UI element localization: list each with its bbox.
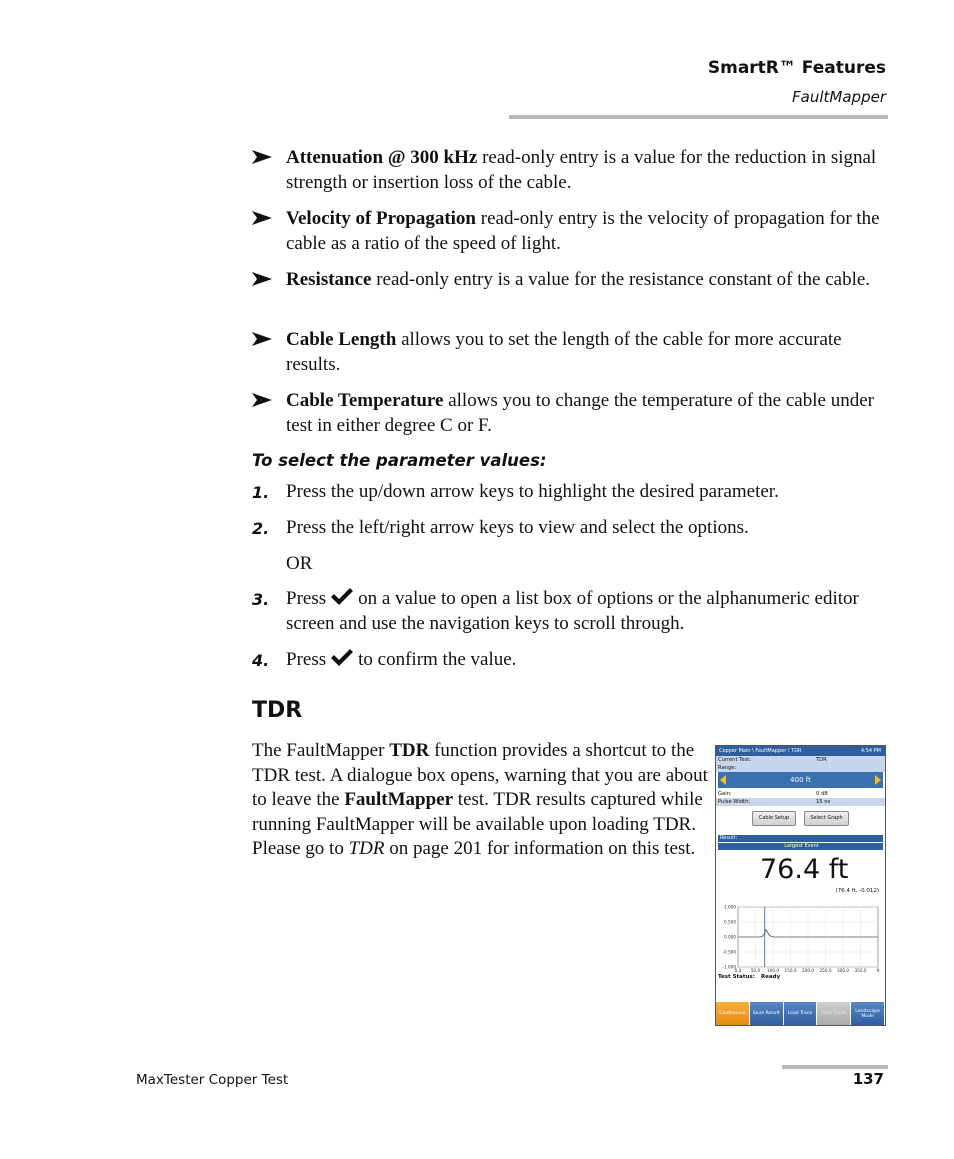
arrowhead-bullet-icon — [252, 209, 272, 227]
step-number: 2. — [252, 519, 270, 538]
bullet-term: Velocity of Propagation — [286, 208, 476, 229]
footer-doc-title: MaxTester Copper Test — [136, 1072, 289, 1088]
x-tick-label: 50.0 — [750, 968, 761, 973]
range-selector[interactable] — [718, 772, 883, 788]
arrowhead-bullet-icon — [252, 330, 272, 348]
range-value: 400 ft — [790, 776, 811, 784]
step-number: 1. — [252, 483, 270, 502]
cable-setup-button[interactable]: Cable Setup — [752, 811, 796, 826]
arrowhead-bullet-icon — [252, 270, 272, 288]
largest-event-value: 76.4 ft — [760, 854, 849, 885]
bullet-term: Resistance — [286, 269, 372, 290]
device-button-row — [716, 806, 885, 834]
footer-rule — [782, 1065, 888, 1069]
checkmark-icon — [330, 587, 354, 607]
device-footer-toolbar — [716, 1002, 885, 1025]
section-heading-tdr: TDR — [252, 698, 303, 723]
arrowhead-bullet-icon — [252, 148, 272, 166]
x-tick-label: 300.0 — [837, 968, 849, 973]
arrow-left-icon[interactable] — [720, 775, 726, 785]
continuous-button[interactable]: Continuous — [716, 1002, 750, 1025]
bullet-text: allows you to change the temperature of the cable under test in either degree C or F. — [286, 390, 874, 436]
bullet-term: Cable Length — [286, 329, 397, 350]
x-tick-label: 250.0 — [819, 968, 832, 973]
or-text: OR — [286, 553, 313, 574]
step-number: 3. — [252, 590, 270, 609]
bullet-text: read-only entry is a value for the resistance constant of the cable. — [371, 269, 871, 290]
largest-event-bar: Largest Event — [718, 843, 883, 850]
result-bar: Result: — [718, 835, 883, 842]
step-text: to confirm the value. — [358, 649, 517, 670]
step-text: Press — [286, 649, 327, 670]
gain-row: Gain: 0 dB — [718, 791, 828, 797]
device-screenshot — [715, 745, 886, 1026]
step-text: Press the up/down arrow keys to highlight the desired parameter. — [286, 481, 779, 502]
y-tick-label: -1.000 — [722, 964, 736, 970]
cross-reference-link[interactable]: TDR — [348, 838, 385, 860]
arrow-right-icon[interactable] — [875, 775, 881, 785]
bullet-text: allows you to set the length of the cable for more accurate results. — [286, 329, 842, 375]
step-number: 4. — [252, 651, 270, 670]
device-title-bar — [716, 746, 885, 756]
current-test-row: Current Test: TDR — [716, 756, 885, 764]
bullet-text: read-only entry is the velocity of propagation for the cable as a ratio of the speed of light. — [286, 208, 880, 254]
landscape-mode-button[interactable]: Landscape Mode — [851, 1002, 885, 1025]
x-tick-label: ft — [876, 968, 880, 973]
step-text: on a value to open a list box of options or the alphanumeric editor screen and use the navigation keys to scroll through. — [286, 588, 859, 634]
save-result-button[interactable]: Save Result — [750, 1002, 784, 1025]
x-tick-label: 150.0 — [784, 968, 797, 973]
range-label-row: Range: — [716, 764, 885, 772]
bullet-text: read-only entry is a value for the reduction in signal strength or insertion loss of the cable. — [286, 147, 877, 193]
stop-trace-button[interactable]: Stop Trace — [817, 1002, 851, 1025]
header-rule — [509, 115, 888, 119]
y-tick-label: -0.500 — [722, 949, 736, 955]
x-tick-label: 0.0 — [734, 968, 742, 973]
section-subtitle: FaultMapper — [792, 88, 886, 106]
tdr-trace-chart[interactable] — [716, 895, 885, 973]
x-tick-label: 100.0 — [767, 968, 779, 973]
y-tick-label: 0.500 — [724, 919, 736, 925]
page-number: 137 — [852, 1070, 884, 1088]
device-breadcrumb: Copper Main \ FaultMapper \ TDR — [719, 748, 802, 754]
pulse-width-row: Pulse Width: 15 ns — [716, 798, 885, 806]
bullet-term: Attenuation @ 300 kHz — [286, 147, 478, 168]
select-graph-button[interactable]: Select Graph — [804, 811, 849, 826]
y-tick-label: 1.000 — [724, 904, 736, 910]
cursor-coordinate: (76.4 ft, -0.012) — [835, 888, 879, 894]
load-trace-button[interactable]: Load Trace — [784, 1002, 818, 1025]
x-tick-label: 350.0 — [854, 968, 867, 973]
test-status-row: Test Status: Ready — [718, 974, 781, 980]
arrowhead-bullet-icon — [252, 391, 272, 409]
device-clock: 4:54 PM — [860, 748, 881, 754]
x-tick-label: 200.0 — [802, 968, 814, 973]
procedure-heading: To select the parameter values: — [252, 451, 547, 470]
checkmark-icon — [330, 648, 354, 668]
y-tick-label: 0.000 — [724, 934, 736, 940]
bullet-term: Cable Temperature — [286, 390, 444, 411]
step-text: Press — [286, 588, 327, 609]
step-text: Press the left/right arrow keys to view and select the options. — [286, 517, 749, 538]
tdr-paragraph: The FaultMapper TDR function provides a shortcut to the TDR test. A dialogue box opens, warning that you are about to leave the FaultMapper test. TDR results captured while running FaultMapper will be available upon loading TDR. Please go to TDR on page 201 for information on this test. — [252, 740, 708, 860]
chapter-title: SmartR™ Features — [707, 58, 886, 78]
